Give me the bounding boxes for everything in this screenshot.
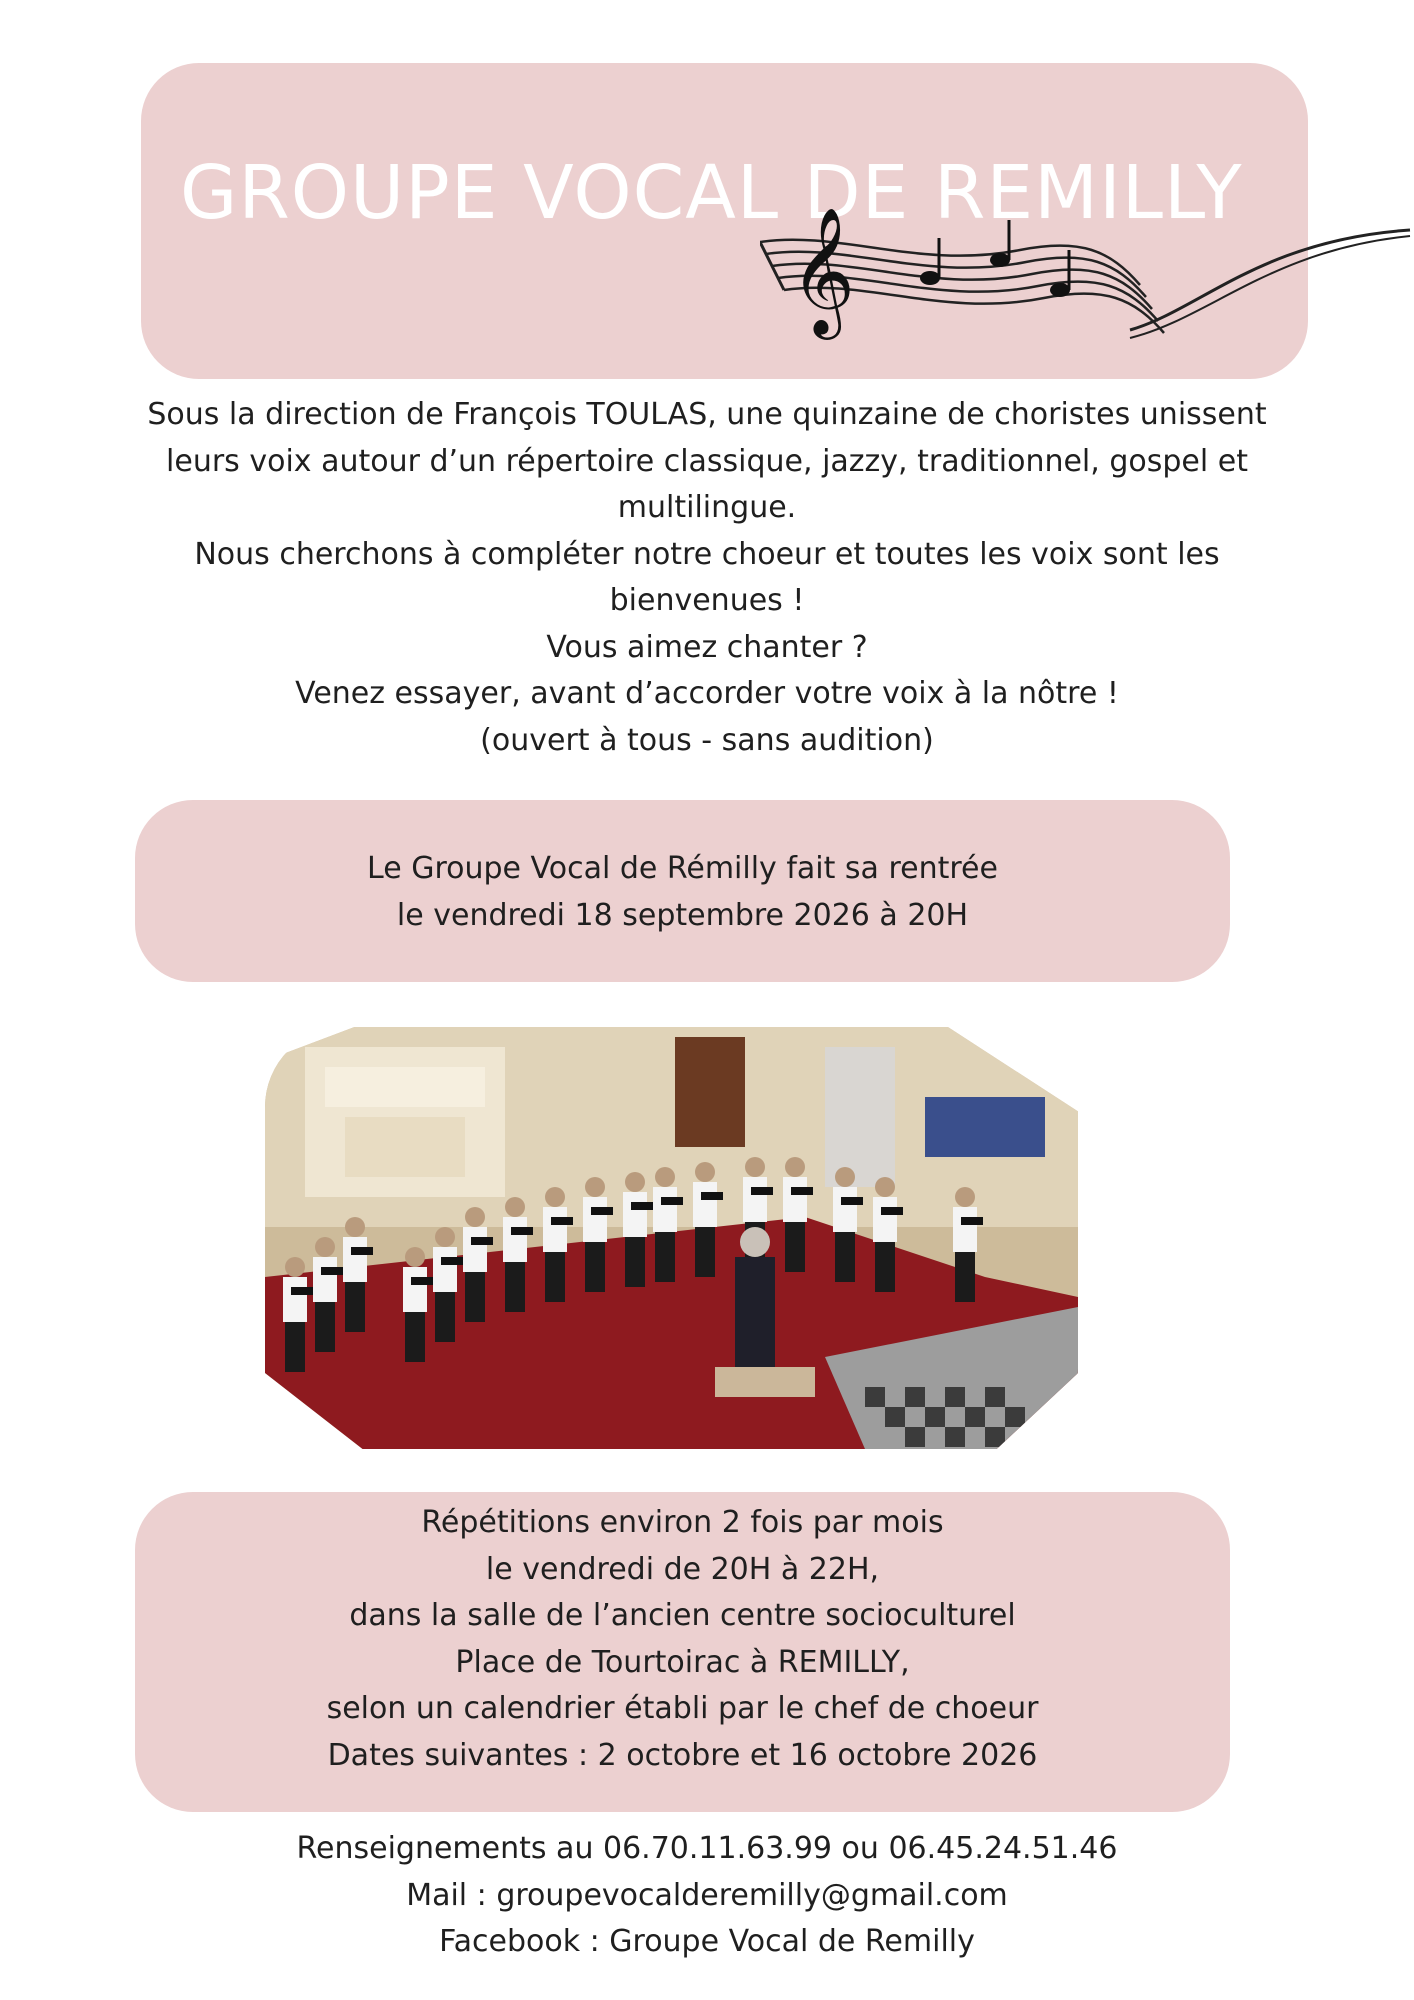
rentree-line: Le Groupe Vocal de Rémilly fait sa rentrée: [367, 851, 998, 886]
rehearsal-line: dans la salle de l’ancien centre socioculturel: [349, 1598, 1016, 1633]
contact-info: [0, 1826, 1414, 1966]
music-staff-illustration: [760, 190, 1414, 360]
rehearsal-line: Dates suivantes : 2 octobre et 16 octobre 2026: [327, 1737, 1038, 1773]
contact-mail[interactable]: Mail : groupevocalderemilly@gmail.com: [406, 1877, 1008, 1913]
rentree-text: [135, 846, 1230, 939]
contact-phone: Renseignements au 06.70.11.63.99 ou 06.45.24.51.46: [296, 1831, 1118, 1866]
rentree-line: le vendredi 18 septembre 2026 à 20H: [396, 897, 969, 933]
contact-facebook[interactable]: Facebook : Groupe Vocal de Remilly: [439, 1924, 975, 1959]
treble-clef-icon: 𝄞: [790, 206, 856, 334]
rehearsal-line: Place de Tourtoirac à REMILLY,: [455, 1644, 910, 1680]
intro-text: [0, 392, 1414, 764]
rehearsal-line: Répétitions environ 2 fois par mois: [421, 1505, 944, 1540]
intro-line: leurs voix autour d’un répertoire classique, jazzy, traditionnel, gospel et: [166, 443, 1248, 479]
intro-line: bienvenues !: [609, 583, 805, 618]
choir-photo: [265, 1027, 1078, 1449]
rehearsal-text: [135, 1500, 1230, 1779]
intro-line: Venez essayer, avant d’accorder votre voix à la nôtre !: [295, 676, 1119, 711]
rehearsal-line: selon un calendrier établi par le chef de choeur: [326, 1691, 1039, 1726]
intro-line: Sous la direction de François TOULAS, une quinzaine de choristes unissent: [147, 397, 1267, 432]
intro-line: Nous cherchons à compléter notre choeur et toutes les voix sont les: [194, 536, 1220, 572]
intro-line: (ouvert à tous - sans audition): [480, 722, 934, 758]
page-title: GROUPE VOCAL DE REMILLY: [180, 149, 1243, 236]
intro-line: Vous aimez chanter ?: [546, 629, 868, 665]
intro-line: multilingue.: [617, 490, 797, 525]
rehearsal-line: le vendredi de 20H à 22H,: [485, 1551, 880, 1587]
